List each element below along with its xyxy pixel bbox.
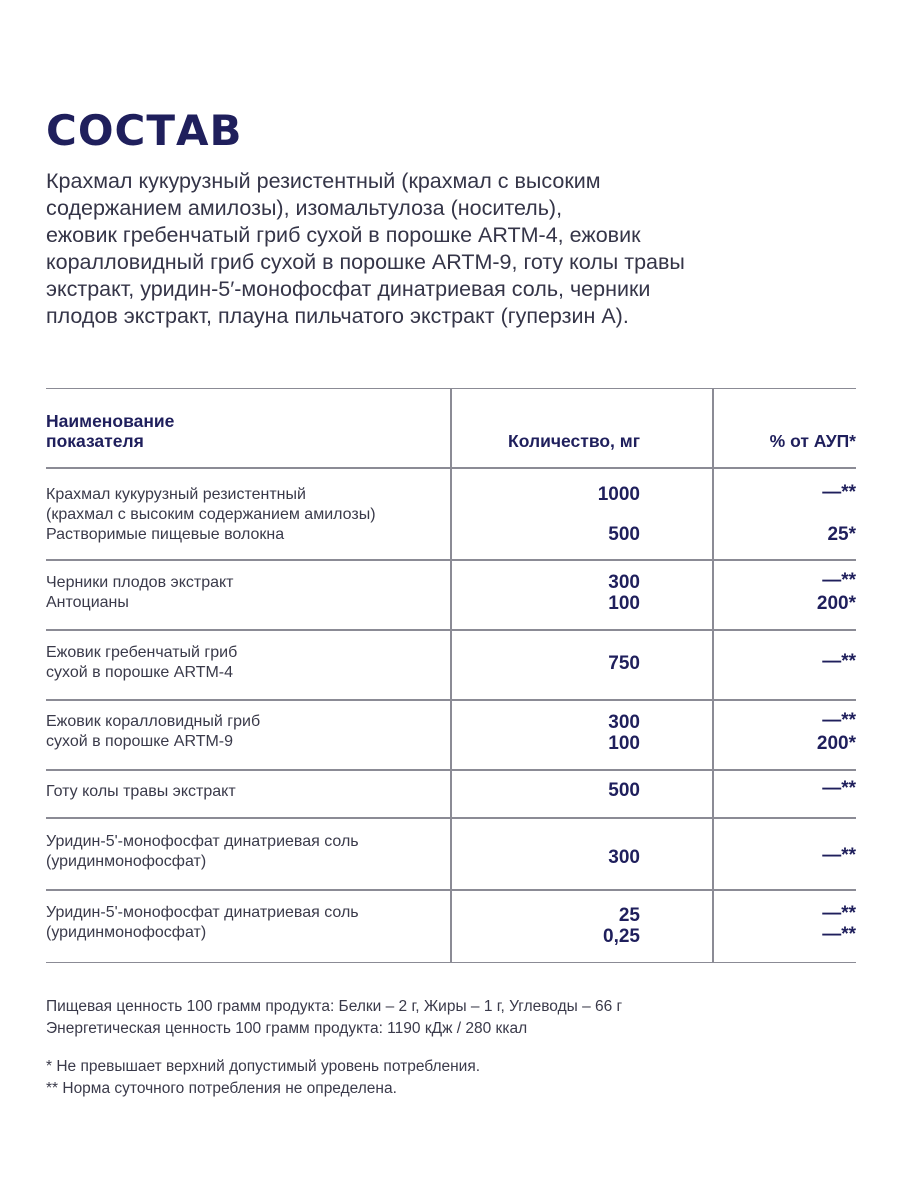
quantity-value: 1000	[597, 484, 640, 505]
ingredients-text	[46, 168, 846, 330]
row-divider	[46, 817, 856, 819]
percent-value: —**	[822, 924, 856, 945]
percent-value: 200*	[816, 593, 856, 614]
table-row-name: Крахмал кукурузный резистентный (крахмал с высоким содержанием амилозы) Растворимые пищевые волокна	[46, 486, 376, 543]
quantity-value: 300	[608, 712, 640, 733]
table-row-name: Ежовик коралловидный гриб сухой в порошке ARTM-9	[46, 713, 261, 750]
row-divider	[46, 889, 856, 891]
table-row-name: Ежовик гребенчатый гриб сухой в порошке ARTM-4	[46, 644, 238, 681]
composition-table	[46, 388, 856, 963]
percent-value: —**	[822, 903, 856, 924]
quantity-value: 100	[608, 733, 640, 754]
percent-value: —**	[822, 778, 856, 799]
quantity-value: 100	[608, 593, 640, 614]
quantity-value: 500	[608, 780, 640, 801]
quantity-value: 25	[618, 905, 640, 926]
ingredients-line: ежовик гребенчатый гриб сухой в порошке ARTM-4, ежовик	[46, 223, 641, 247]
header-quantity: Количество, мг	[508, 431, 640, 451]
quantity-value: 750	[608, 653, 640, 674]
page-title: СОСТАВ	[46, 106, 243, 155]
column-divider	[712, 389, 714, 962]
quantity-value: 500	[608, 524, 640, 545]
percent-value: 200*	[816, 733, 856, 754]
ingredients-line: коралловидный гриб сухой в порошке ARTM-9, готу колы травы	[46, 250, 685, 274]
row-divider	[46, 467, 856, 469]
footnote: * Не превышает верхний допустимый уровень потребления.	[46, 1058, 481, 1075]
ingredients-line: Крахмал кукурузный резистентный (крахмал с высоким	[46, 169, 601, 193]
header-name: Наименование показателя	[46, 411, 175, 451]
footnote: ** Норма суточного потребления не определена.	[46, 1080, 397, 1097]
percent-value: 25*	[827, 524, 856, 545]
row-divider	[46, 769, 856, 771]
table-row-name: Уридин-5'-монофосфат динатриевая соль (уридинмонофосфат)	[46, 833, 359, 870]
energy-line: Энергетическая ценность 100 грамм продукта: 1190 кДж / 280 ккал	[46, 1020, 528, 1037]
nutrition-line: Пищевая ценность 100 грамм продукта: Белки – 2 г, Жиры – 1 г, Углеводы – 66 г	[46, 998, 623, 1015]
percent-value: —**	[822, 482, 856, 503]
row-divider	[46, 559, 856, 561]
quantity-value: 300	[608, 847, 640, 868]
table-row-name: Готу колы травы экстракт	[46, 783, 236, 800]
quantity-value: 300	[608, 572, 640, 593]
row-divider	[46, 629, 856, 631]
table-row-name: Уридин-5'-монофосфат динатриевая соль (уридинмонофосфат)	[46, 904, 359, 941]
ingredients-line: содержанием амилозы), изомальтулоза (носитель),	[46, 196, 563, 220]
ingredients-line: экстракт, уридин-5′-монофосфат динатриевая соль, черники	[46, 277, 651, 301]
percent-value: —**	[822, 845, 856, 866]
ingredients-line: плодов экстракт, плауна пильчатого экстракт (гуперзин А).	[46, 304, 629, 328]
column-divider	[450, 389, 452, 962]
nutrition-info	[46, 996, 622, 1040]
table-row-name: Черники плодов экстракт Антоцианы	[46, 574, 234, 611]
quantity-value: 0,25	[603, 926, 640, 947]
footnotes	[46, 1056, 480, 1100]
percent-value: —**	[822, 570, 856, 591]
percent-value: —**	[822, 651, 856, 672]
header-percent: % от АУП*	[769, 431, 856, 451]
row-divider	[46, 699, 856, 701]
percent-value: —**	[822, 710, 856, 731]
